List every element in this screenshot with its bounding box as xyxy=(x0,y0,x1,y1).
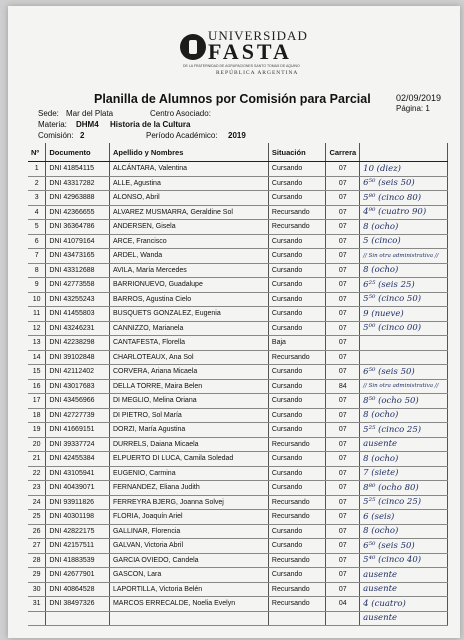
student-situation xyxy=(268,611,326,626)
handwritten-grade: ausente xyxy=(360,568,448,583)
sede-value: Mar del Plata xyxy=(66,109,114,118)
student-situation: Cursando xyxy=(268,191,326,206)
comision-value: 2 xyxy=(80,131,85,140)
handwritten-grade: 4⁹⁰ (cuatro 90) xyxy=(360,205,448,220)
handwritten-grade: 5²⁵ (cinco 25) xyxy=(360,423,448,438)
table-row xyxy=(28,495,448,510)
student-name: FERREYRA BJERG, Joanna Solvej xyxy=(109,495,268,510)
student-career-code: 07 xyxy=(326,481,360,496)
student-name: ALVAREZ MUSMARRA, Geraldine Sol xyxy=(109,205,268,220)
row-number: 26 xyxy=(28,524,46,539)
table-row xyxy=(28,205,448,220)
row-number: 14 xyxy=(28,350,46,365)
student-name: CHARLOTEAUX, Ana Sol xyxy=(109,350,268,365)
handwritten-grade: // Sin otra administrativa // xyxy=(360,379,448,394)
student-career-code: 07 xyxy=(326,278,360,293)
row-number: 2 xyxy=(28,176,46,191)
row-number: 9 xyxy=(28,278,46,293)
table-row xyxy=(28,582,448,597)
student-career-code: 07 xyxy=(326,524,360,539)
university-seal-icon xyxy=(180,34,206,60)
student-name: ELPUERTO DI LUCA, Camila Soledad xyxy=(109,452,268,467)
table-row xyxy=(28,408,448,423)
student-career-code: 07 xyxy=(326,307,360,322)
table-row xyxy=(28,220,448,235)
student-document: DNI 42822175 xyxy=(46,524,110,539)
table-row xyxy=(28,510,448,525)
row-number: 21 xyxy=(28,452,46,467)
student-document: DNI 40864528 xyxy=(46,582,110,597)
student-situation: Cursando xyxy=(268,249,326,264)
comision-label: Comisión: xyxy=(38,131,74,140)
handwritten-grade: 5²⁵ (cinco 25) xyxy=(360,495,448,510)
student-name: GALVAN, Victoria Abril xyxy=(109,539,268,554)
row-number: 17 xyxy=(28,394,46,409)
page-title: Planilla de Alumnos por Comisión para Parcial xyxy=(94,92,371,106)
student-career-code: 07 xyxy=(326,321,360,336)
student-situation: Recursando xyxy=(268,437,326,452)
student-situation: Cursando xyxy=(268,466,326,481)
row-number: 28 xyxy=(28,553,46,568)
table-row xyxy=(28,539,448,554)
student-name: FERNANDEZ, Eliana Judith xyxy=(109,481,268,496)
handwritten-grade: 6⁵⁰ (seis 50) xyxy=(360,539,448,554)
row-number: 12 xyxy=(28,321,46,336)
university-name-big: FASTA xyxy=(208,39,292,64)
student-situation: Cursando xyxy=(268,408,326,423)
student-document: DNI 43246231 xyxy=(46,321,110,336)
student-situation: Cursando xyxy=(268,307,326,322)
student-document: DNI 42727739 xyxy=(46,408,110,423)
column-header-situacion: Situación xyxy=(268,143,326,162)
student-document: DNI 42455384 xyxy=(46,452,110,467)
handwritten-grade: 8⁸⁰ (ocho 80) xyxy=(360,481,448,496)
student-document: DNI 41883539 xyxy=(46,553,110,568)
student-document: DNI 42963888 xyxy=(46,191,110,206)
student-career-code: 07 xyxy=(326,234,360,249)
handwritten-grade: // Sin otra administrativa // xyxy=(360,249,448,264)
handwritten-grade: ausente xyxy=(360,582,448,597)
student-name: BARRIONUEVO, Guadalupe xyxy=(109,278,268,293)
handwritten-grade: 8 (ocho) xyxy=(360,263,448,278)
university-name-small: UNIVERSIDAD xyxy=(208,28,308,43)
handwritten-grade xyxy=(360,350,448,365)
row-number: 11 xyxy=(28,307,46,322)
student-name: ALLE, Agustina xyxy=(109,176,268,191)
handwritten-grade: 5⁰⁰ (cinco 00) xyxy=(360,321,448,336)
student-situation: Cursando xyxy=(268,321,326,336)
student-document: DNI 41079164 xyxy=(46,234,110,249)
student-career-code: 07 xyxy=(326,220,360,235)
materia-code: DHM4 xyxy=(76,120,99,129)
student-name: DURRELS, Daiana Micaela xyxy=(109,437,268,452)
student-document: DNI 41455803 xyxy=(46,307,110,322)
student-situation: Cursando xyxy=(268,365,326,380)
row-number: 16 xyxy=(28,379,46,394)
student-name: ANDERSEN, Gisela xyxy=(109,220,268,235)
row-number xyxy=(28,611,46,626)
table-row xyxy=(28,524,448,539)
table-row xyxy=(28,481,448,496)
table-row xyxy=(28,191,448,206)
table-row xyxy=(28,394,448,409)
student-career-code: 07 xyxy=(326,510,360,525)
student-career-code: 07 xyxy=(326,452,360,467)
student-career-code: 84 xyxy=(326,379,360,394)
student-situation: Recursando xyxy=(268,205,326,220)
row-number: 10 xyxy=(28,292,46,307)
student-situation: Cursando xyxy=(268,524,326,539)
student-document: DNI 43017683 xyxy=(46,379,110,394)
student-career-code: 07 xyxy=(326,365,360,380)
student-document: DNI 43105941 xyxy=(46,466,110,481)
row-number: 30 xyxy=(28,582,46,597)
student-name: DORZI, María Agustina xyxy=(109,423,268,438)
table-row xyxy=(28,466,448,481)
row-number: 18 xyxy=(28,408,46,423)
student-career-code: 07 xyxy=(326,292,360,307)
student-document: DNI 41854115 xyxy=(46,162,110,177)
student-situation: Baja xyxy=(268,336,326,351)
handwritten-grade: 6⁵⁰ (seis 50) xyxy=(360,176,448,191)
student-career-code: 07 xyxy=(326,495,360,510)
student-career-code: 07 xyxy=(326,350,360,365)
student-name: AVILA, María Mercedes xyxy=(109,263,268,278)
student-document: DNI 43456966 xyxy=(46,394,110,409)
student-career-code: 07 xyxy=(326,263,360,278)
handwritten-grade: ausente xyxy=(360,437,448,452)
student-name: DI MEGLIO, Melina Oriana xyxy=(109,394,268,409)
page-number: Página: 1 xyxy=(396,104,430,113)
materia-label: Materia: xyxy=(38,120,67,129)
student-document: DNI 40439071 xyxy=(46,481,110,496)
row-number: 7 xyxy=(28,249,46,264)
document-date: 02/09/2019 xyxy=(396,93,442,103)
row-number: 27 xyxy=(28,539,46,554)
student-document: DNI 41669151 xyxy=(46,423,110,438)
student-career-code: 07 xyxy=(326,437,360,452)
table-row xyxy=(28,350,448,365)
sede-label: Sede: xyxy=(38,109,59,118)
student-career-code: 07 xyxy=(326,162,360,177)
row-number: 31 xyxy=(28,597,46,612)
handwritten-grade: 6²⁵ (seis 25) xyxy=(360,278,448,293)
table-row xyxy=(28,176,448,191)
table-row xyxy=(28,321,448,336)
student-document: DNI 43317282 xyxy=(46,176,110,191)
student-name: CORVERA, Ariana Micaela xyxy=(109,365,268,380)
student-career-code xyxy=(326,611,360,626)
student-document: DNI 39102848 xyxy=(46,350,110,365)
periodo-label: Período Académico: xyxy=(146,131,218,140)
student-name: CANTAFESTA, Florella xyxy=(109,336,268,351)
row-number: 6 xyxy=(28,234,46,249)
handwritten-grade: 5⁵⁰ (cinco 50) xyxy=(360,292,448,307)
student-situation: Cursando xyxy=(268,292,326,307)
table-row xyxy=(28,278,448,293)
table-row xyxy=(28,162,448,177)
table-row xyxy=(28,597,448,612)
student-name: ARCE, Francisco xyxy=(109,234,268,249)
student-situation: Cursando xyxy=(268,176,326,191)
students-table xyxy=(28,143,448,626)
student-situation: Cursando xyxy=(268,394,326,409)
student-name: BUSQUETS GONZALEZ, Eugenia xyxy=(109,307,268,322)
column-header-documento: Documento xyxy=(46,143,110,162)
student-situation: Cursando xyxy=(268,452,326,467)
student-name: ALCÁNTARA, Valentina xyxy=(109,162,268,177)
student-situation: Cursando xyxy=(268,423,326,438)
student-career-code: 07 xyxy=(326,466,360,481)
handwritten-grade: ausente xyxy=(360,611,448,626)
row-number: 29 xyxy=(28,568,46,583)
student-situation: Recursando xyxy=(268,495,326,510)
table-row xyxy=(28,611,448,626)
row-number: 20 xyxy=(28,437,46,452)
handwritten-grade: 5 (cinco) xyxy=(360,234,448,249)
student-name: GALLINAR, Florencia xyxy=(109,524,268,539)
handwritten-grade: 8 (ocho) xyxy=(360,220,448,235)
table-row xyxy=(28,249,448,264)
row-number: 3 xyxy=(28,191,46,206)
student-career-code: 07 xyxy=(326,205,360,220)
student-document: DNI 42366655 xyxy=(46,205,110,220)
row-number: 25 xyxy=(28,510,46,525)
handwritten-grade: 9 (nueve) xyxy=(360,307,448,322)
table-row xyxy=(28,234,448,249)
table-row xyxy=(28,292,448,307)
row-number: 1 xyxy=(28,162,46,177)
student-situation: Cursando xyxy=(268,234,326,249)
student-name: GARCIA OVIEDO, Candela xyxy=(109,553,268,568)
student-career-code: 07 xyxy=(326,394,360,409)
student-name: LAPORTILLA, Victoria Belén xyxy=(109,582,268,597)
student-name: ARDEL, Wanda xyxy=(109,249,268,264)
student-document: DNI 40301198 xyxy=(46,510,110,525)
student-situation: Cursando xyxy=(268,539,326,554)
student-document: DNI 93911826 xyxy=(46,495,110,510)
student-career-code: 07 xyxy=(326,553,360,568)
handwritten-grade: 7 (siete) xyxy=(360,466,448,481)
student-situation: Recursando xyxy=(268,597,326,612)
row-number: 23 xyxy=(28,481,46,496)
student-career-code: 07 xyxy=(326,249,360,264)
materia-name: Historia de la Cultura xyxy=(110,120,191,129)
row-number: 4 xyxy=(28,205,46,220)
handwritten-grade: 6 (seis) xyxy=(360,510,448,525)
student-name: GASCON, Lara xyxy=(109,568,268,583)
table-row xyxy=(28,263,448,278)
student-name: MARCOS ERRECALDE, Noelia Evelyn xyxy=(109,597,268,612)
periodo-value: 2019 xyxy=(228,131,246,140)
student-situation: Cursando xyxy=(268,379,326,394)
student-career-code: 07 xyxy=(326,176,360,191)
student-situation: Cursando xyxy=(268,263,326,278)
row-number: 13 xyxy=(28,336,46,351)
table-row xyxy=(28,437,448,452)
student-document xyxy=(46,611,110,626)
column-header-notes xyxy=(360,143,448,162)
student-situation: Recursando xyxy=(268,220,326,235)
document-sheet xyxy=(8,6,460,638)
student-situation: Recursando xyxy=(268,582,326,597)
handwritten-grade xyxy=(360,336,448,351)
student-document: DNI 42238298 xyxy=(46,336,110,351)
student-document: DNI 42773558 xyxy=(46,278,110,293)
student-career-code: 07 xyxy=(326,539,360,554)
student-document: DNI 43255243 xyxy=(46,292,110,307)
student-document: DNI 36364786 xyxy=(46,220,110,235)
row-number: 19 xyxy=(28,423,46,438)
student-document: DNI 42677901 xyxy=(46,568,110,583)
student-career-code: 07 xyxy=(326,582,360,597)
handwritten-grade: 6⁵⁰ (seis 50) xyxy=(360,365,448,380)
row-number: 8 xyxy=(28,263,46,278)
row-number: 22 xyxy=(28,466,46,481)
centro-label: Centro Asociado: xyxy=(150,109,211,118)
column-header-carrera: Carrera xyxy=(326,143,360,162)
student-situation: Recursando xyxy=(268,553,326,568)
student-document: DNI 42112402 xyxy=(46,365,110,380)
student-career-code: 07 xyxy=(326,336,360,351)
student-career-code: 07 xyxy=(326,408,360,423)
table-row xyxy=(28,307,448,322)
student-document: DNI 42157511 xyxy=(46,539,110,554)
student-career-code: 04 xyxy=(326,597,360,612)
student-situation: Cursando xyxy=(268,481,326,496)
student-name: CANNIZZO, Marianela xyxy=(109,321,268,336)
student-career-code: 07 xyxy=(326,423,360,438)
handwritten-grade: 8 (ocho) xyxy=(360,452,448,467)
column-header-nombres: Apellido y Nombres xyxy=(109,143,268,162)
handwritten-grade: 4 (cuatro) xyxy=(360,597,448,612)
student-situation: Cursando xyxy=(268,568,326,583)
student-career-code: 07 xyxy=(326,191,360,206)
handwritten-grade: 5⁸⁰ (cinco 80) xyxy=(360,191,448,206)
student-document: DNI 39337724 xyxy=(46,437,110,452)
handwritten-grade: 8 (ocho) xyxy=(360,524,448,539)
student-name: BARROS, Agustina Cielo xyxy=(109,292,268,307)
university-country: REPÚBLICA ARGENTINA xyxy=(216,70,299,76)
student-situation: Recursando xyxy=(268,510,326,525)
row-number: 24 xyxy=(28,495,46,510)
student-situation: Cursando xyxy=(268,278,326,293)
student-situation: Recursando xyxy=(268,350,326,365)
handwritten-grade: 10 (diez) xyxy=(360,162,448,177)
student-name: FLORIA, Joaquín Ariel xyxy=(109,510,268,525)
university-tagline: DE LA FRATERNIDAD DE AGRUPACIONES SANTO TOMAS DE AQUINO xyxy=(183,64,300,68)
table-header-row xyxy=(28,143,448,162)
column-header-number: Nº xyxy=(28,143,46,162)
student-name xyxy=(109,611,268,626)
student-name: EUGENIO, Carmina xyxy=(109,466,268,481)
table-row xyxy=(28,423,448,438)
student-document: DNI 43473165 xyxy=(46,249,110,264)
table-row xyxy=(28,379,448,394)
table-row xyxy=(28,452,448,467)
student-career-code: 07 xyxy=(326,568,360,583)
table-row xyxy=(28,336,448,351)
student-name: DI PIETRO, Sol María xyxy=(109,408,268,423)
table-row xyxy=(28,568,448,583)
table-row xyxy=(28,365,448,380)
student-situation: Cursando xyxy=(268,162,326,177)
handwritten-grade: 8 (ocho) xyxy=(360,408,448,423)
handwritten-grade: 5⁴⁰ (cinco 40) xyxy=(360,553,448,568)
handwritten-grade: 8⁵⁰ (ocho 50) xyxy=(360,394,448,409)
student-document: DNI 38497326 xyxy=(46,597,110,612)
student-name: DELLA TORRE, Maira Belen xyxy=(109,379,268,394)
student-name: ALONSO, Abril xyxy=(109,191,268,206)
student-document: DNI 43312688 xyxy=(46,263,110,278)
table-row xyxy=(28,553,448,568)
row-number: 5 xyxy=(28,220,46,235)
row-number: 15 xyxy=(28,365,46,380)
